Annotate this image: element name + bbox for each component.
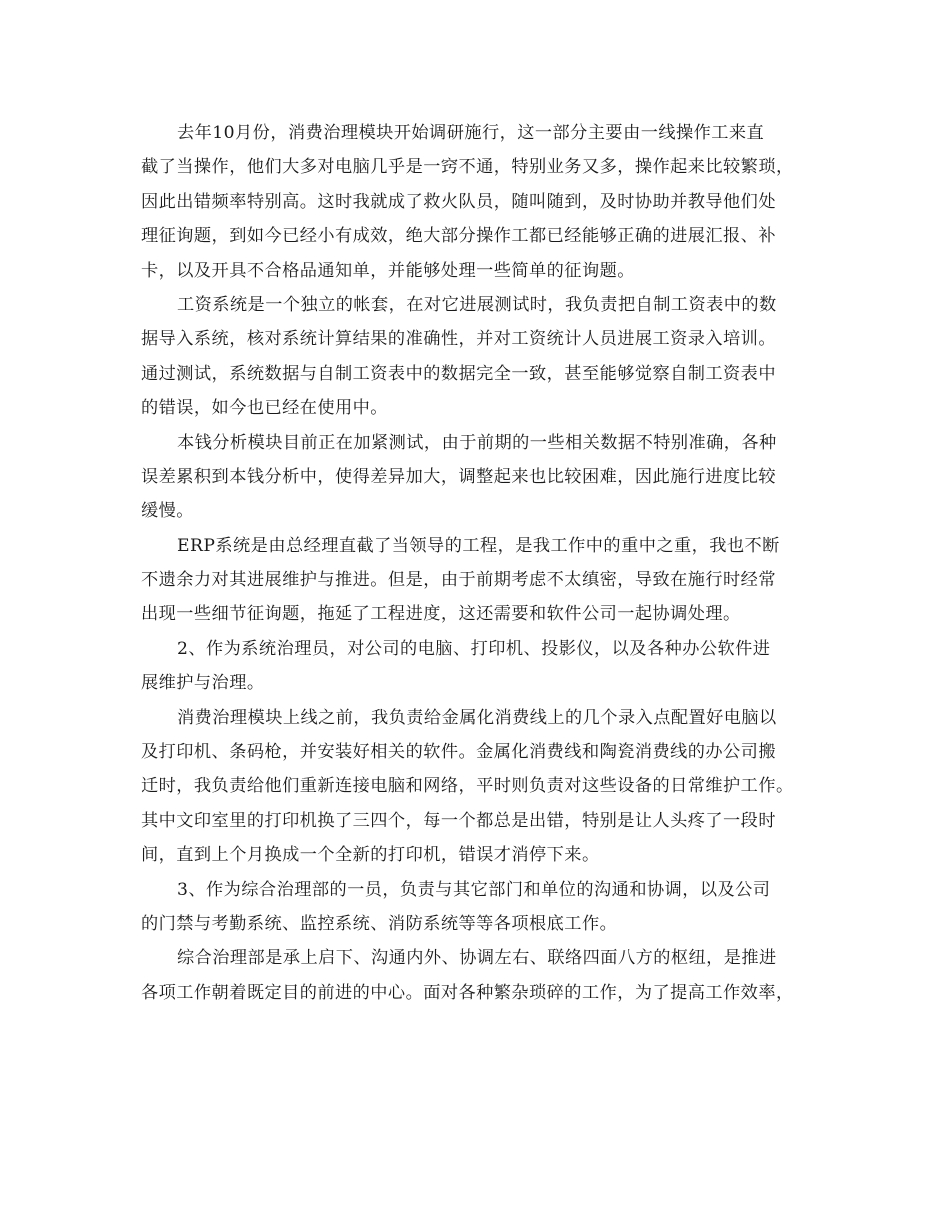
text-line: 其中文印室里的打印机换了三四个，每一个都总是出错，特别是让人头疼了一段时 xyxy=(141,810,776,831)
text-line: ERP系统是由总经理直截了当领导的工程，是我工作中的重中之重，我也不断 xyxy=(177,535,780,556)
text-line: 及打印机、条码枪，并安装好相关的软件。金属化消费线和陶瓷消费线的办公司搬 xyxy=(141,742,776,763)
text-line: 3、作为综合治理部的一员，负责与其它部门和单位的沟通和协调，以及公司 xyxy=(177,879,771,900)
text-line: 去年10月份，消费治理模块开始调研施行，这一部分主要由一线操作工来直 xyxy=(177,123,765,143)
text-line: 综合治理部是承上启下、沟通内外、协调左右、联络四面八方的枢纽，是推进 xyxy=(177,948,777,969)
body-text xyxy=(141,116,831,1010)
text-line: 消费治理模块上线之前，我负责给金属化消费线上的几个录入点配置好电脑以 xyxy=(177,707,777,728)
text-line: 不遗余力对其进展维护与推进。但是，由于前期考虑不太缜密，导致在施行时经常 xyxy=(141,570,776,591)
text-line: 各项工作朝着既定目的前进的中心。面对各种繁杂琐碎的工作，为了提高工作效率， xyxy=(141,982,794,1003)
text-line: 本钱分析模块目前正在加紧测试，由于前期的一些相关数据不特别准确，各种 xyxy=(177,432,777,453)
text-line: 缓慢。 xyxy=(141,501,194,522)
text-line: 的错误，如今也已经在使用中。 xyxy=(141,398,388,419)
text-line: 间，直到上个月换成一个全新的打印机，错误才消停下来。 xyxy=(141,845,600,866)
text-line: 误差累积到本钱分析中，使得差异加大，调整起来也比较困难，因此施行进度比较 xyxy=(141,466,776,487)
text-line: 展维护与治理。 xyxy=(141,673,265,694)
text-line: 因此出错频率特别高。这时我就成了救火队员，随叫随到，及时协助并教导他们处 xyxy=(141,191,776,212)
text-line: 2、作为系统治理员，对公司的电脑、打印机、投影仪，以及各种办公软件进 xyxy=(177,638,771,659)
text-line: 工资系统是一个独立的帐套，在对它进展测试时，我负责把自制工资表中的数 xyxy=(177,294,777,315)
text-line: 的门禁与考勤系统、监控系统、消防系统等等各项根底工作。 xyxy=(141,913,618,934)
text-line: 通过测试，系统数据与自制工资表中的数据完全一致，甚至能够觉察自制工资表中 xyxy=(141,363,776,384)
text-line: 据导入系统，核对系统计算结果的准确性，并对工资统计人员进展工资录入培训。 xyxy=(141,329,776,350)
text-line: 迁时，我负责给他们重新连接电脑和网络，平时则负责对这些设备的日常维护工作。 xyxy=(141,776,794,797)
text-line: 出现一些细节征询题，拖延了工程进度，这还需要和软件公司一起协调处理。 xyxy=(141,604,741,625)
text-line: 卡，以及开具不合格品通知单，并能够处理一些简单的征询题。 xyxy=(141,260,635,281)
text-line: 理征询题，到如今已经小有成效，绝大部分操作工都已经能够正确的进展汇报、补 xyxy=(141,226,776,247)
text-line: 截了当操作，他们大多对电脑几乎是一窍不通，特别业务又多，操作起来比较繁琐， xyxy=(141,157,794,178)
